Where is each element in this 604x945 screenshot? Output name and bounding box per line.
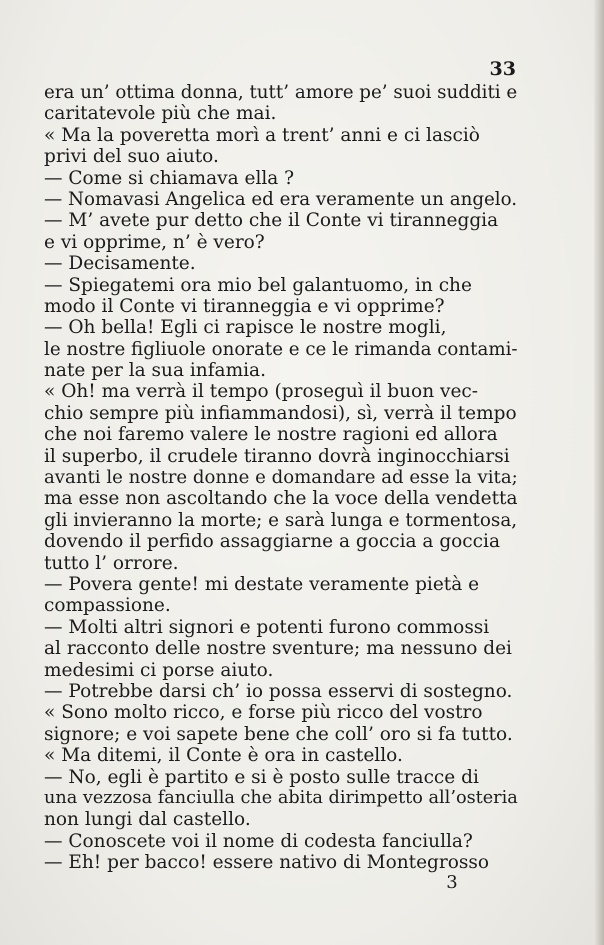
text-line: il superbo, il crudele tiranno dovrà inginocchiarsi (44, 445, 510, 467)
text-line: tutto l’ orrore. (44, 552, 179, 574)
text-line: — Nomavasi Angelica ed era veramente un angelo. (44, 188, 518, 210)
signature-mark: 3 (446, 872, 458, 893)
text-line: una vezzosa fanciulla che abita dirimpetto all’osteria (44, 787, 518, 808)
text-line: privi del suo aiuto. (44, 146, 219, 168)
text-line: dovendo il perfido assaggiarne a goccia a goccia (44, 531, 500, 553)
text-line: « Sono molto ricco, e forse più ricco del vostro (44, 702, 483, 724)
text-line: — Oh bella! Egli ci rapisce le nostre mogli, (44, 317, 447, 339)
text-line: avanti le nostre donne e domandare ad esse la vita; (44, 467, 518, 489)
text-line: ma esse non ascoltando che la voce della vendetta (44, 488, 518, 510)
text-line: « Oh! ma verrà il tempo (proseguì il buon vec- (44, 381, 479, 403)
text-line: compassione. (44, 595, 171, 617)
text-line: — Spiegatemi ora mio bel galantuomo, in che (44, 274, 472, 296)
text-line: gli invieranno la morte; e sarà lunga e tormentosa, (44, 509, 518, 531)
text-line: — Come si chiamava ella ? (44, 167, 295, 189)
text-line: « Ma ditemi, il Conte è ora in castello. (44, 745, 403, 767)
body-text (44, 82, 518, 873)
text-line: « Ma la poveretta morì a trent’ anni e ci lasciò (44, 124, 480, 146)
text-line: medesimi ci porse aiuto. (44, 659, 274, 681)
text-line: le nostre figliuole onorate e ce le rimanda contami- (44, 338, 518, 360)
text-line: — Eh! per bacco! essere nativo di Montegrosso (44, 852, 489, 874)
text-line: che noi faremo valere le nostre ragioni ed allora (44, 424, 498, 446)
text-line: — Povera gente! mi destate veramente pietà e (44, 573, 480, 595)
text-line: al racconto delle nostre sventure; ma nessuno dei (44, 638, 512, 660)
text-line: — Molti altri signori e potenti furono commossi (44, 616, 490, 638)
text-line: — No, egli è partito e si è posto sulle tracce di (44, 766, 479, 788)
text-line: signore; e voi sapete bene che coll’ oro si fa tutto. (44, 723, 513, 745)
text-line: — M’ avete pur detto che il Conte vi tiranneggia (44, 210, 499, 232)
text-line: nate per la sua infamia. (44, 360, 266, 382)
text-line: modo il Conte vi tiranneggia e vi opprime? (44, 295, 445, 317)
text-line: — Decisamente. (44, 253, 196, 275)
page-edge (594, 0, 604, 945)
text-line: non lungi dal castello. (44, 809, 251, 831)
text-line: chio sempre più infiammandosi), sì, verrà il tempo (44, 402, 517, 424)
text-line: — Conoscete voi il nome di codesta fanciulla? (44, 830, 473, 852)
text-line: — Potrebbe darsi ch’ io possa esservi di sostegno. (44, 680, 513, 702)
text-line: era un’ ottima donna, tutt’ amore pe’ suoi sudditi e (44, 82, 518, 103)
text-line: e vi opprime, n’ è vero? (44, 231, 265, 253)
text-line: caritatevole più che mai. (44, 103, 277, 125)
page-number: 33 (489, 58, 516, 80)
